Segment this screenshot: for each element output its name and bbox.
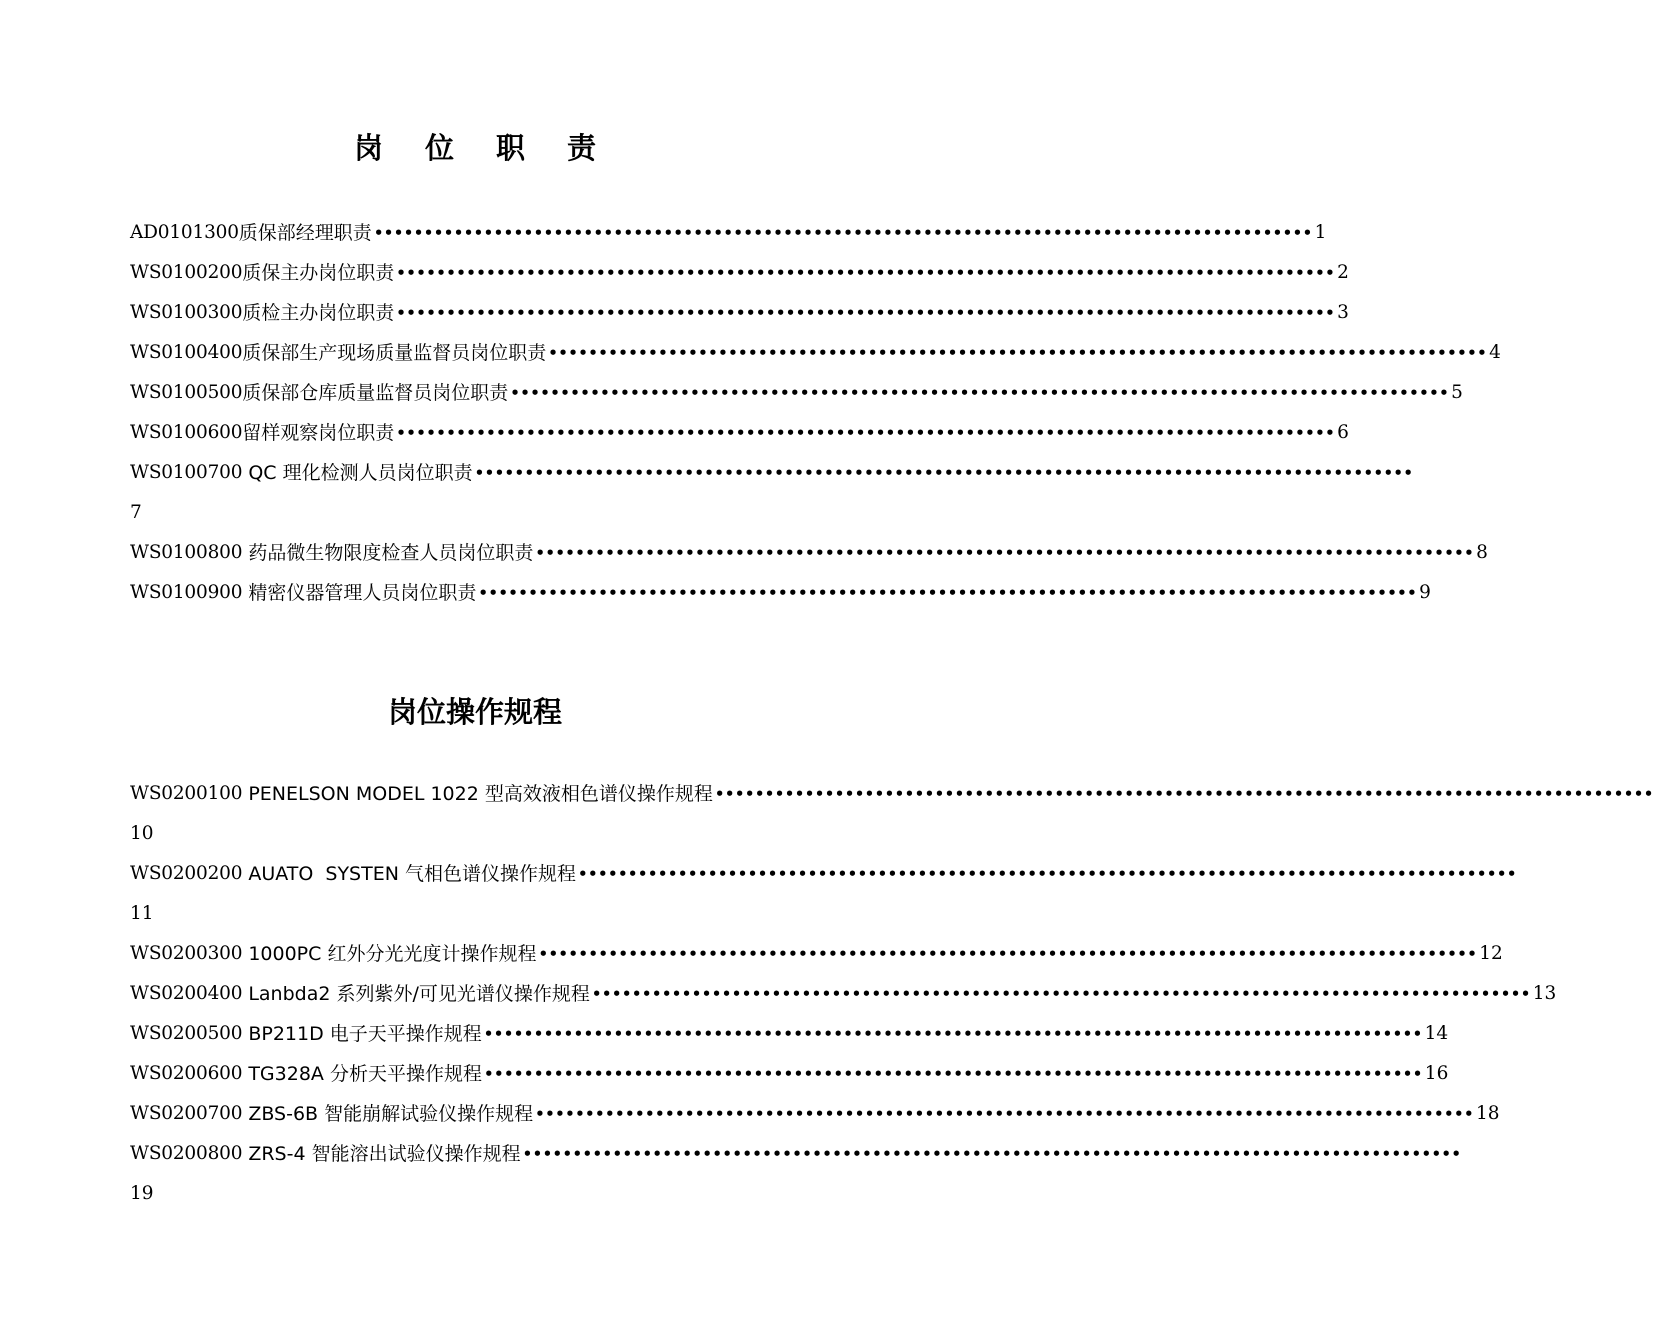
entry-title: AUATO SYSTEN 气相色谱仪操作规程 [248, 863, 576, 885]
toc-entry [130, 939, 1503, 969]
doc-code: WS0200200 [130, 863, 243, 884]
page-number: 9 [1419, 582, 1431, 603]
entry-title: 药品微生物限度检查人员岗位职责 [248, 542, 534, 564]
page-number: 5 [1451, 382, 1463, 403]
toc-entry [130, 979, 1557, 1009]
entry-title: 质保部仓库质量监督员岗位职责 [242, 382, 509, 404]
toc-entry [130, 298, 1349, 328]
entry-title: TG328A 分析天平操作规程 [248, 1063, 482, 1085]
leader-dots: •••••••••••••••••••••••••••••••••••••••••••••••••••••••••••••••••••••••••••••••••••••••••••••• [396, 264, 1336, 282]
page-number: 18 [1475, 1103, 1500, 1124]
leader-dots: •••••••••••••••••••••••••••••••••••••••••••••••••••••••••••••••••••••••••••••••••••••••••••••• [474, 464, 1414, 482]
page-number: 13 [1532, 983, 1557, 1004]
toc-entry [130, 258, 1349, 288]
doc-code: AD0101300 [130, 222, 239, 243]
leader-dots: •••••••••••••••••••••••••••••••••••••••••••••••••••••••••••••••••••••••••••••••••••••••••••••• [483, 1065, 1423, 1083]
entry-title: 质检主办岗位职责 [242, 302, 395, 324]
toc-entry [130, 378, 1463, 408]
leader-dots: •••••••••••••••••••••••••••••••••••••••••••••••••••••••••••••••••••••••••••••••••••••••••••••• [483, 1025, 1423, 1043]
page-number: 19 [130, 1183, 154, 1204]
entry-title: 质保部经理职责 [238, 222, 372, 244]
doc-code: WS0100900 [130, 582, 243, 603]
leader-dots: •••••••••••••••••••••••••••••••••••••••••••••••••••••••••••••••••••••••••••••••••••••••••••••• [714, 785, 1654, 803]
entry-title: 精密仪器管理人员岗位职责 [248, 582, 477, 604]
toc-entry [130, 418, 1349, 448]
page-number: 1 [1314, 222, 1327, 243]
doc-code: WS0200100 [130, 783, 243, 804]
section-title-duties: 岗 位 职 责 [353, 131, 612, 165]
leader-dots: •••••••••••••••••••••••••••••••••••••••••••••••••••••••••••••••••••••••••••••••••••••••••••••• [591, 985, 1531, 1003]
page-number: 8 [1476, 542, 1488, 563]
doc-code: WS0200800 [130, 1143, 243, 1164]
leader-dots: •••••••••••••••••••••••••••••••••••••••••••••••••••••••••••••••••••••••••••••••••••••••••••••• [535, 1105, 1474, 1123]
doc-code: WS0200600 [130, 1063, 243, 1084]
doc-code: WS0100400 [130, 342, 243, 363]
section-title-procedures: 岗位操作规程 [387, 695, 562, 729]
leader-dots: •••••••••••••••••••••••••••••••••••••••••••••••••••••••••••••••••••••••••••••••••••••••••••••• [522, 1145, 1462, 1163]
toc-entry [130, 218, 1327, 248]
toc-entry [130, 859, 1517, 889]
entry-title: BP211D 电子天平操作规程 [248, 1023, 482, 1045]
entry-title: 留样观察岗位职责 [242, 422, 395, 444]
doc-code: WS0100200 [130, 262, 243, 283]
page-number: 7 [130, 502, 142, 523]
page-number: 10 [130, 823, 154, 844]
doc-code: WS0200300 [130, 943, 243, 964]
toc-entry [130, 578, 1431, 608]
toc-entry [130, 779, 1654, 809]
doc-code: WS0100600 [130, 422, 243, 443]
entry-title: Lanbda2 系列紫外/可见光谱仪操作规程 [248, 983, 590, 1005]
leader-dots: •••••••••••••••••••••••••••••••••••••••••••••••••••••••••••••••••••••••••••••••••••••••••••••• [578, 865, 1517, 883]
page-number: 6 [1337, 422, 1349, 443]
page-number: 4 [1489, 342, 1501, 363]
toc-entry [130, 338, 1501, 368]
leader-dots: •••••••••••••••••••••••••••••••••••••••••••••••••••••••••••••••••••••••••••••••••••••••••••••• [510, 384, 1450, 402]
toc-entry [130, 1019, 1449, 1049]
entry-title: ZBS-6B 智能崩解试验仪操作规程 [248, 1103, 534, 1125]
entry-title: PENELSON MODEL 1022 型高效液相色谱仪操作规程 [248, 783, 713, 805]
doc-code: WS0100300 [130, 302, 243, 323]
page-number: 3 [1337, 302, 1349, 323]
leader-dots: •••••••••••••••••••••••••••••••••••••••••••••••••••••••••••••••••••••••••••••••••••••••••••••• [396, 424, 1336, 442]
toc-entry [130, 1139, 1462, 1169]
leader-dots: •••••••••••••••••••••••••••••••••••••••••••••••••••••••••••••••••••••••••••••••••••••••••••••• [548, 344, 1488, 362]
page-number: 11 [130, 903, 154, 924]
doc-code: WS0200400 [130, 983, 243, 1004]
page-number: 12 [1479, 943, 1503, 964]
entry-title: QC 理化检测人员岗位职责 [248, 462, 473, 484]
toc-entry [130, 538, 1488, 568]
leader-dots: •••••••••••••••••••••••••••••••••••••••••••••••••••••••••••••••••••••••••••••••••••••••••••••• [396, 304, 1336, 322]
leader-dots: •••••••••••••••••••••••••••••••••••••••••••••••••••••••••••••••••••••••••••••••••••••••••••••• [535, 544, 1475, 562]
leader-dots: •••••••••••••••••••••••••••••••••••••••••••••••••••••••••••••••••••••••••••••••••••••••••••••• [478, 584, 1418, 602]
page-number: 14 [1424, 1023, 1449, 1044]
leader-dots: •••••••••••••••••••••••••••••••••••••••••••••••••••••••••••••••••••••••••••••••••••••••••••••• [538, 945, 1478, 963]
toc-entry [130, 458, 1414, 488]
page-number: 16 [1424, 1063, 1449, 1084]
toc-entry [130, 1059, 1449, 1089]
entry-title: 质保部生产现场质量监督员岗位职责 [242, 342, 547, 364]
doc-code: WS0100700 [130, 462, 243, 483]
doc-code: WS0200500 [130, 1023, 243, 1044]
entry-title: 质保主办岗位职责 [242, 262, 395, 284]
toc-entry [130, 1099, 1500, 1129]
entry-title: ZRS-4 智能溶出试验仪操作规程 [248, 1143, 521, 1165]
entry-title: 1000PC 红外分光光度计操作规程 [248, 943, 537, 965]
doc-code: WS0100800 [130, 542, 243, 563]
page-number: 2 [1337, 262, 1349, 283]
doc-code: WS0100500 [130, 382, 243, 403]
doc-code: WS0200700 [130, 1103, 243, 1124]
leader-dots: •••••••••••••••••••••••••••••••••••••••••••••••••••••••••••••••••••••••••••••••••••••••••••••• [373, 224, 1313, 242]
